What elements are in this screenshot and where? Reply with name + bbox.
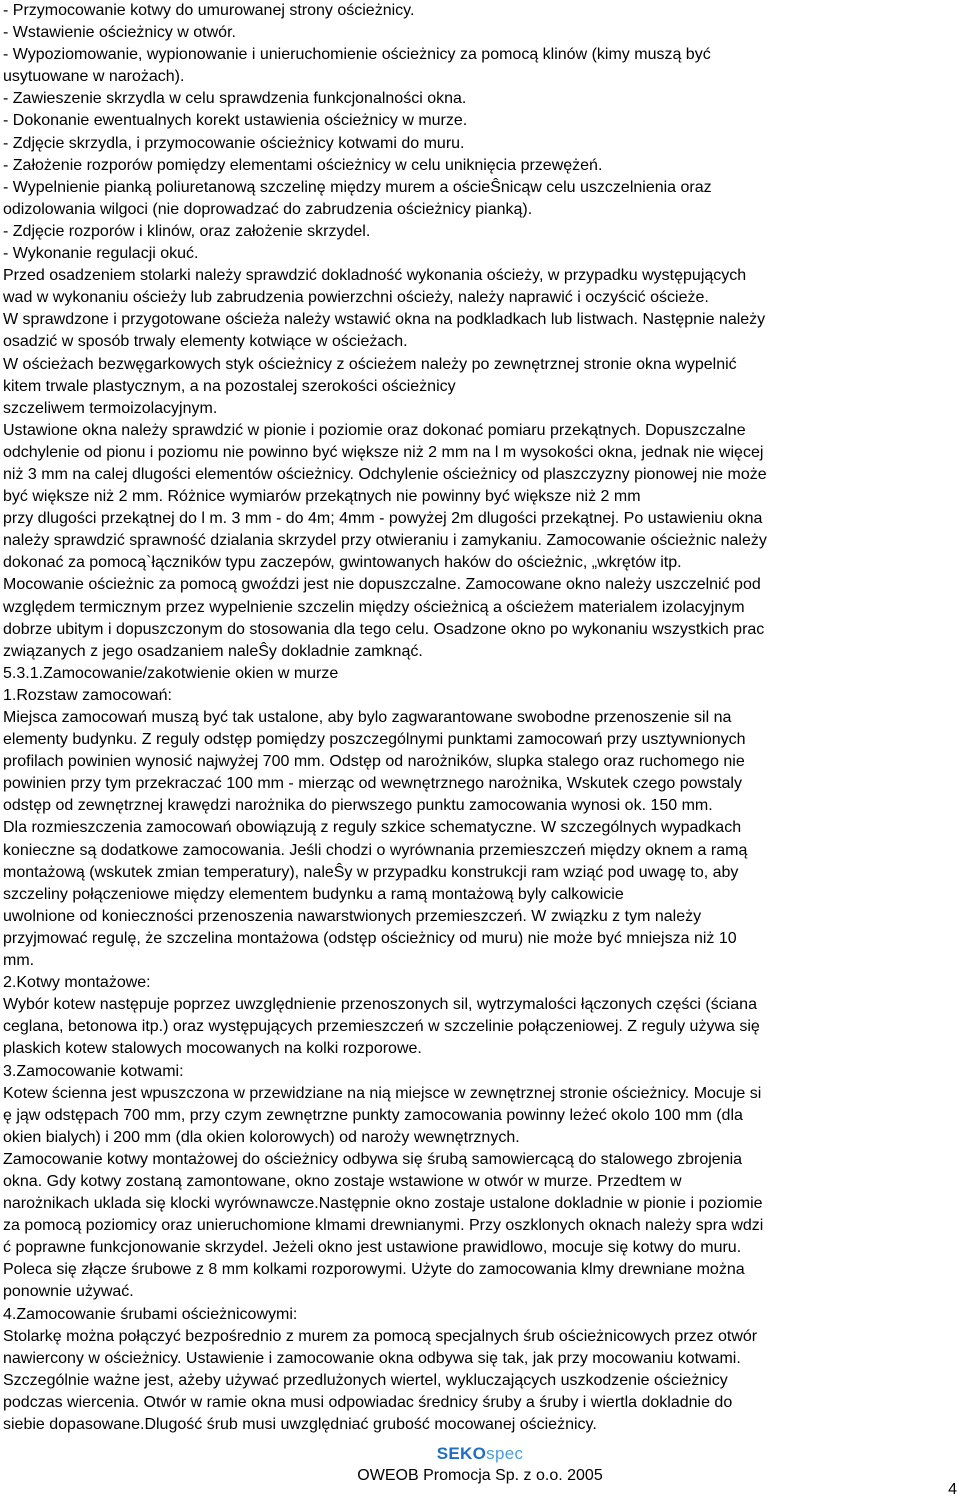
text-line: Mocowanie ościeżnic za pomocą gwoździ jest nie dopuszczalne. Zamocowane okno należy uszczelnić pod xyxy=(3,576,761,594)
text-line: okien bialych) i 200 mm (dla okien kolorowych) od naroży wewnętrznych. xyxy=(3,1128,520,1146)
document-page xyxy=(3,0,957,1436)
text-line: profilach powinien wynosić najwyżej 700 mm. Odstęp od narożników, slupka stalego oraz ruchomego nie xyxy=(3,753,745,771)
text-line: siebie dopasowane.Dlugość śrub musi uwzględniać grubość mocowanej ościeżnicy. xyxy=(3,1416,597,1433)
text-line: Przed osadzeniem stolarki należy sprawdzić dokladność wykonania ościeży, w przypadku występujących xyxy=(3,267,747,285)
text-line: odizolowania wilgoci (nie doprowadzać do zabrudzenia ościeżnicy pianką). xyxy=(3,200,533,218)
text-line: związanych z jego osadzaniem naleŜy dokladnie zamknąć. xyxy=(3,642,423,660)
text-line: odchylenie od pionu i poziomu nie powinno być większe niż 2 mm na l m wysokości okna, jednak nie więcej xyxy=(3,443,764,461)
text-line: szczeliwem termoizolacyjnym. xyxy=(3,399,218,417)
text-line: za pomocą poziomicy oraz unieruchomione klmami drewnianymi. Przy oszklonych oknach należy spra wdzi xyxy=(3,1217,764,1235)
text-line: 2.Kotwy montażowe: xyxy=(3,974,151,992)
text-line: - Dokonanie ewentualnych korekt ustawienia ościeżnicy w murze. xyxy=(3,112,468,130)
text-line: - Zdjęcie rozporów i klinów, oraz założenie skrzydel. xyxy=(3,222,371,240)
text-line: elementy budynku. Z reguly odstęp pomiędzy poszczególnymi punktami zamocowań przy usztywnionych xyxy=(3,731,746,749)
company-footer: OWEOB Promocja Sp. z o.o. 2005 xyxy=(357,1467,603,1484)
text-line: Miejsca zamocowań muszą być tak ustalone, aby bylo zagwarantowane swobodne przenoszenie sil na xyxy=(3,709,732,726)
text-line: być większe niż 2 mm. Różnice wymiarów przekątnych nie powinny być większe niż 2 mm xyxy=(3,488,641,506)
text-line: Dla rozmieszczenia zamocowań obowiązują z reguly szkice schematyczne. W szczególnych wypadkach xyxy=(3,819,742,837)
text-line: należy sprawdzić sprawność dzialania skrzydel przy otwieraniu i zamykaniu. Zamocowanie ościeżnic należy xyxy=(3,532,767,550)
text-line: Kotew ścienna jest wpuszczona w przewidziane na nią miejsce w zewnętrznej stronie ościeżnicy. Mocuje si xyxy=(3,1084,762,1102)
page-number: 4 xyxy=(948,1481,957,1498)
text-line: W ościeżach bezwęgarkowych styk ościeżnicy z ościeżem należy po zewnętrznej stronie okna wypelnić xyxy=(3,355,737,373)
text-line: montażową (wskutek zmian temperatury), naleŜy w przypadku konstrukcji ram wziąć pod uwagę to, aby xyxy=(3,863,739,881)
text-line: Poleca się złącze śrubowe z 8 mm kolkami rozporowymi. Użyte do zamocowania klmy drewniane można xyxy=(3,1261,745,1279)
text-line: okna. Gdy kotwy zostaną zamontowane, okno zostaje wstawione w otwór w murze. Przedtem w xyxy=(3,1172,682,1190)
text-line: dobrze ubitym i dopuszczonym do stosowania dla tego celu. Osadzone okno po wykonaniu wszystkich prac xyxy=(3,620,765,638)
text-line: nawiercony w ościeżnicy. Ustawienie i zamocowanie okna odbywa się tak, jak przy mocowaniu kotwami. xyxy=(3,1349,741,1367)
text-line: Zamocowanie kotwy montażowej do ościeżnicy odbywa się śrubą samowiercącą do stalowego zbrojenia xyxy=(3,1150,743,1168)
text-line: W sprawdzone i przygotowane ościeża należy wstawić okna na podkladkach lub listwach. Następnie należy xyxy=(3,311,766,329)
text-line: usytuowane w narożach). xyxy=(3,68,185,86)
text-line: narożnikach uklada się klocki wyrównawcze.Następnie okno zostaje ustalone dokladnie w pionie i poziomie xyxy=(3,1195,763,1213)
text-line: wad w wykonaniu ościeży lub zabrudzenia powierzchni ościeży, należy naprawić i oczyścić ościeże. xyxy=(3,289,709,307)
text-line: ponownie używać. xyxy=(3,1283,134,1301)
text-line: - Wstawienie ościeżnicy w otwór. xyxy=(3,24,236,42)
text-line: osadzić w sposób trwaly elementy kotwiące w ościeżach. xyxy=(3,333,408,351)
text-line: 5.3.1.Zamocowanie/zakotwienie okien w murze xyxy=(3,664,339,682)
sekospec-logo xyxy=(0,1444,960,1464)
text-line: ceglana, betonowa itp.) oraz występujących przemieszczeń w szczelinie połączeniowej. Z reguly używa się xyxy=(3,1018,760,1036)
logo-light-text: spec xyxy=(486,1444,524,1463)
text-line: Stolarkę można połączyć bezpośrednio z murem za pomocą specjalnych śrub ościeżnicowych przez otwór xyxy=(3,1327,758,1345)
text-line: - Wypoziomowanie, wypionowanie i unieruchomienie ościeżnicy za pomocą klinów (kimy muszą być xyxy=(3,46,711,64)
text-line: odstęp od zewnętrznej krawędzi narożnika do pierwszego punktu zamocowania wynosi ok. 150 mm. xyxy=(3,797,713,815)
text-line: Ustawione okna należy sprawdzić w pionie i poziomie oraz dokonać pomiaru przekątnych. Dopuszczalne xyxy=(3,421,746,439)
text-line: podczas wiercenia. Otwór w ramie okna musi odpowiadac średnicy śruby a śruby i wiertla dokladnie do xyxy=(3,1393,733,1411)
text-line: mm. xyxy=(3,952,35,970)
text-line: uwolnione od konieczności przenoszenia nawarstwionych przemieszczeń. W związku z tym należy xyxy=(3,907,702,925)
text-line: przyjmować regulę, że szczelina montażowa (odstęp ościeżnicy od muru) nie może być mniejsza niż 10 xyxy=(3,929,737,947)
text-line: przy dlugości przekątnej do l m. 3 mm - do 4m; 4mm - powyżej 2m dlugości przekątnej. Po ustawieniu okna xyxy=(3,510,763,528)
text-line: 1.Rozstaw zamocowań: xyxy=(3,686,172,704)
text-line: Szczególnie ważne jest, ażeby używać przedlużonych wiertel, wykluczających uszkodzenie ościeżnicy xyxy=(3,1371,728,1389)
text-line: - Zawieszenie skrzydla w celu sprawdzenia funkcjonalności okna. xyxy=(3,90,467,108)
text-line: - Wypelnienie pianką poliuretanową szczelinę między murem a ościeŜnicąw celu uszczelnienia oraz xyxy=(3,178,712,196)
text-line: - Wykonanie regulacji okuć. xyxy=(3,245,199,263)
logo-bold-text: SEKO xyxy=(436,1444,487,1463)
text-line: konieczne są dodatkowe zamocowania. Jeśli chodzi o wyrównania przemieszczeń między oknem a ramą xyxy=(3,841,748,859)
text-line: - Przymocowanie kotwy do umurowanej strony ościeżnicy. xyxy=(3,2,415,19)
text-line: - Zdjęcie skrzydla, i przymocowanie ościeżnicy kotwami do muru. xyxy=(3,134,465,152)
text-line: kitem trwale plastycznym, a na pozostalej szerokości ościeżnicy xyxy=(3,377,456,395)
text-line: względem termicznym przez wypelnienie szczelin między ościeżnicą a ościeżem materialem izolacyjnym xyxy=(3,598,745,616)
text-line: szczeliny połączeniowe między elementem budynku a ramą montażową byly calkowicie xyxy=(3,885,624,903)
text-line: 3.Zamocowanie kotwami: xyxy=(3,1062,184,1080)
text-line: Wybór kotew następuje poprzez uwzględnienie przenoszonych sil, wytrzymalości łączonych części (ściana xyxy=(3,996,757,1014)
text-line: niż 3 mm na calej dlugości elementów ościeżnicy. Odchylenie ościeżnicy od plaszczyzny pionowej nie może xyxy=(3,465,767,483)
text-line: ć poprawne funkcjonowanie skrzydel. Jeżeli okno jest ustawione prawidlowo, mocuje się kotwy do muru. xyxy=(3,1239,742,1257)
text-line: 4.Zamocowanie śrubami ościeżnicowymi: xyxy=(3,1305,298,1323)
text-line: - Założenie rozporów pomiędzy elementami ościeżnicy w celu uniknięcia przewężeń. xyxy=(3,156,603,174)
text-line: powinien przy tym przekraczać 100 mm - mierząc od wewnętrznego narożnika, Wskutek czego powstaly xyxy=(3,775,742,793)
text-line: ę jąw odstępach 700 mm, przy czym zewnętrzne punkty zamocowania powinny leżeć okolo 100 mm (dla xyxy=(3,1106,743,1124)
text-line: plaskich kotew stalowych mocowanych na kolki rozporowe. xyxy=(3,1040,422,1058)
text-line: dokonać za pomocą`łączników typu zaczepów, gwintowanych haków do ościeżnic, „wkrętów itp. xyxy=(3,554,682,572)
